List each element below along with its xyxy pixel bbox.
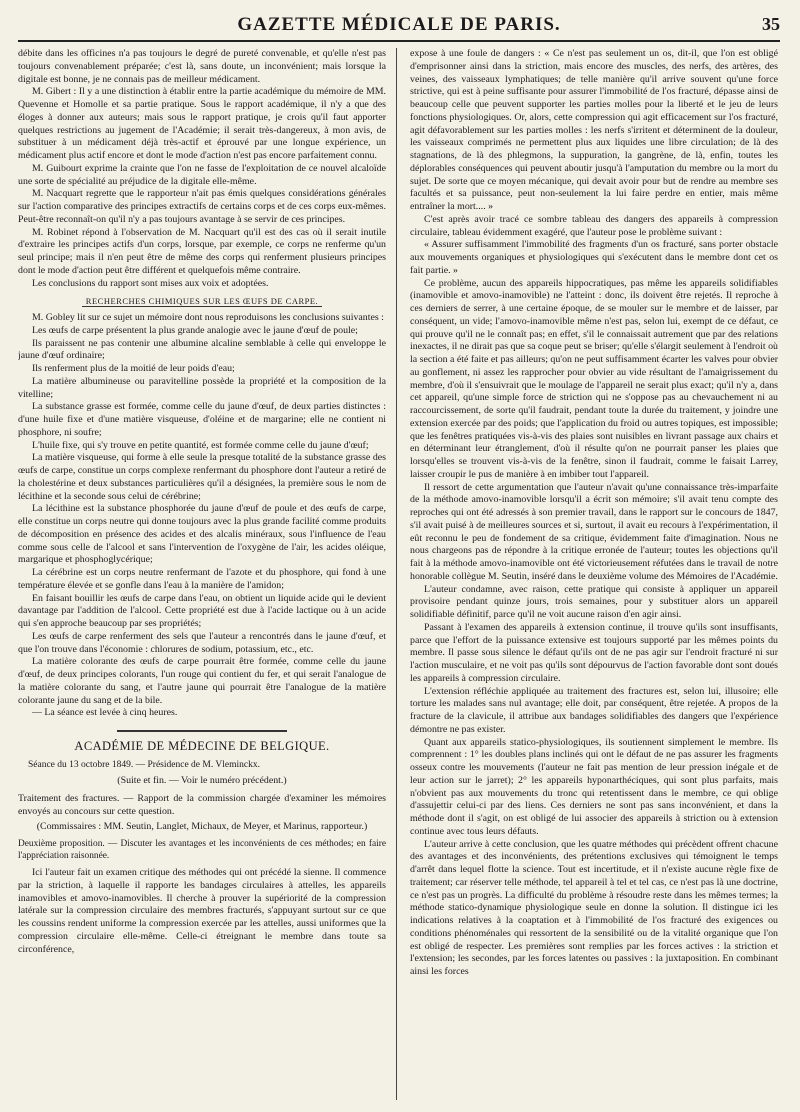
quotation: « Assurer suffisamment l'immobilité des fragments d'un os fracturé, sans porter obstacle aux mouvements organiques et physiologiques qui s'exécutent dans le membre dont cet os fait partie. »	[410, 239, 778, 276]
paragraph: L'extension réfléchie appliquée au traitement des fractures est, selon lui, illusoire; elle torture les malades sans nul avantage; elle doit, par conséquent, être rejetée. A propos de la fracture de la clavicule, il attribue aux bandages solidifiables des dangers que l'expérience démontre ne pas exister.	[410, 685, 778, 735]
paragraph: La substance grasse est formée, comme celle du jaune d'œuf, de deux parties distinctes : d'une huile fixe et d'une matière visqueuse, d'oléine et de margarine; elle ne contient ni phosphore, ni soufre;	[18, 401, 386, 438]
paragraph: Il ressort de cette argumentation que l'auteur n'avait qu'une connaissance très-imparfaite de la méthode amovo-inamovible lorsqu'il a écrit son mémoire; s'il avait tenu compte des reproches qui ont été adressés à son premier travail, dans le rapport sur le concours de 1847, s'il avait puisé à de meilleures sources et si, surtout, il avait eu recours à l'expérimentation, il eût reconnu le peu de fondement de sa critique, évidemment faite d'imagination. Nous ne nous chargeons pas de répondre à la critique erronée de l'auteur; toutes les objections qu'il fait à la méthode amovo-inamovible ont été victorieusement réfutées dans le travail de notre honorable collègue M. Seutin, inséré dans le deuxième volume des Mémoires de l'Académie.	[410, 481, 778, 582]
closing-note: — La séance est levée à cinq heures.	[32, 707, 178, 719]
continuation-note: (Suite et fin. — Voir le numéro précédent.)	[117, 774, 287, 786]
page-number: 35	[762, 14, 780, 34]
session-line: Séance du 13 octobre 1849. — Présidence de M. Vleminckx.	[28, 759, 260, 770]
paragraph: La matière colorante des œufs de carpe pourrait être formée, comme celle du jaune d'œuf, de deux principes colorants, l'un rouge qui contient du fer, et qui serait l'analogue de la matière colorante du sang, et l'autre jaune qui pourrait être l'analogue de la matière colorante jaune du sang et de la bile.	[18, 656, 386, 706]
paragraph: Ils paraissent ne pas contenir une albumine alcaline semblable à celle qui enveloppe le jaune d'œuf ordinaire;	[18, 337, 386, 362]
paragraph: La matière albumineuse ou paravitelline possède la propriété et la composition de la vitelline;	[18, 375, 386, 400]
paragraph: Ici l'auteur fait un examen critique des méthodes qui ont précédé la sienne. Il commence par la striction, à laquelle il rapporte les bandages circulaires à attelles, les appareils inamovibles et amovo-inamovibles. Il cherche à prouver la supériorité de la compression latérale sur la compression circulaire des membres fracturés, s'appuyant surtout sur ce que les coussins rendent uniforme la compression exercée par les attelles, aussi uniformes que la compression circulaire elle-même. Celle-ci étreignant le membre dans toute sa circonférence,	[18, 867, 386, 955]
right-column	[410, 48, 778, 1100]
academy-title: ACADÉMIE DE MÉDECINE DE BELGIQUE.	[74, 739, 330, 753]
left-column	[18, 48, 386, 1100]
paragraph: La matière visqueuse, qui forme à elle seule la presque totalité de la substance grasse des œufs de carpe, constitue un corps complexe renfermant du phosphore dont l'auteur a retiré de la cholestérine et deux substances particulières qu'il a désignées, la première sous le nom de lécithine et la seconde sous celui de cérébrine;	[18, 452, 386, 502]
proposition-heading: Deuxième proposition. — Discuter les avantages et les inconvénients de ces méthodes; en faire l'appréciation raisonnée.	[18, 838, 386, 862]
paragraph: Ce problème, aucun des appareils hippocratiques, pas même les appareils solidifiables (inamovible et amovo-inamovible) ne l'atteint : donc, ils doivent être rejetés. Il reproche à ces derniers de serrer, à une certaine époque, de se mouler sur le membre et de laisser, par conséquent, un vide; l'amovo-inamovible même n'est pas, selon lui, exempt de ce défaut, ce qui prouve qu'il ne le connaît pas; en effet, s'il le connaissait autrement que par des relations inexactes, il ne dirait pas que sa coque peut se briser; qu'elle s'élargit seulement à l'endroit où la section a été faite et pas ailleurs; qu'on ne peut suffisamment écarter les valves pour obvier au gonflement, ni assez les rapprocher pour obvier au vide résultant de l'amaigrissement du membre, d'où il s'ensuivrait que le moulage de l'appareil ne serait plus exact; qu'il n'y a, dans cet appareil, qu'une simple force de striction qui ne s'oppose pas au chevauchement ni au raccourcissement, de sorte qu'il faudrait, pendant toute la durée du traitement, y joindre une extension exercée par des poids; que l'application du froid ou autres topiques, est impossible; que les fenêtres pratiquées vis-à-vis des plaies sont nuisibles en livrant passage aux chairs et en déterminant leur étranglement, d'où il résulte qu'on ne pourrait panser les plaies que lorsqu'elles se trouvent vis-à-vis de la fenêtre, sinon il faudrait, comme le faisait Larrey, laisser croupir le pus de manière à en imbiber tout l'appareil.	[410, 277, 778, 480]
paragraph: C'est après avoir tracé ce sombre tableau des dangers des appareils à compression circulaire, tableau évidemment exagéré, que l'auteur pose le problème suivant :	[410, 213, 778, 238]
commissioners: (Commissaires : MM. Seutin, Langlet, Michaux, de Meyer, et Marinus, rapporteur.)	[36, 820, 368, 832]
paragraph: L'auteur arrive à cette conclusion, que les quatre méthodes qui précèdent offrent chacune des avantages et des inconvénients, des prétentions exclusives qui témoignent le temps d'arrêt dans lequel flotte la science. Tout est incertitude, et il n'existe aucune règle fixe de traitement; car réserver telle méthode, tel appareil à tel et tel cas, ce n'est pas là une doctrine, ce n'est pas un progrès. La difficulté du problème à résoudre reste dans les mêmes termes; la méthode statico-dynamique physiologique seule en donne la solution. Il distingue ici les indications relatives à la coaptation et à l'immobilité de l'os fracturé des exigences ou conditions phénoménales qui ressortent de la sensibilité ou de la vitalité organique que l'on est obligé de respecter. Les premières sont remplies par les forces actives : la striction et l'extension; les secondes, par les forces latentes ou passives : la juxtaposition. En combinant ainsi les forces	[410, 838, 778, 977]
paragraph: débite dans les officines n'a pas toujours le degré de pureté convenable, et qu'elle n'est pas toujours convenablement préparée; c'est là, sans doute, un inconvénient; mais lorsque la digitale est bonne, je ne connais pas de meilleur médicament.	[18, 48, 386, 85]
paragraph: M. Gobley lit sur ce sujet un mémoire dont nous reproduisons les conclusions suivantes :	[32, 312, 384, 323]
paragraph: La lécithine est la substance phosphorée du jaune d'œuf de poule et des œufs de carpe, elle constitue un corps neutre qui donne toujours avec la plus grande facilité comme produits de décomposition en présence des acides et des alcalis minéraux, sous l'influence de l'eau comme sous celle de l'alcool et sans l'intervention de l'oxygène de l'air, les acides oléique, margarique et phosphoglycérique;	[18, 503, 386, 566]
paragraph: Les conclusions du rapport sont mises aux voix et adoptées.	[32, 277, 269, 289]
paragraph: Quant aux appareils statico-physiologiques, ils soutiennent simplement le membre. Ils comprennent : 1° les doubles plans inclinés qui ont le défaut de ne pas assurer les fragments osseux contre les mouvements (l'auteur ne fait pas mention de leur pression inégale et de leur action sur le jarret); 2° les appareils hyponarthéciques, qui sont plus parfaits, mais n'obvient pas aux mouvements du tronc qui retentissent dans le membre, ce qui oblige d'assujettir celui-ci par des liens. Ces derniers ne sont pas sans inconvénient, et dans la méthode dont il s'agit, on est obligé de lui associer des appareils à striction ou à extension continue avec tous leurs défauts.	[410, 736, 778, 837]
paragraph: Les œufs de carpe renferment des sels que l'auteur a rencontrés dans le jaune d'œuf, et que l'on trouve dans l'économie : chlorures de sodium, potassium, etc., etc.	[18, 630, 386, 655]
paragraph: La cérébrine est un corps neutre renfermant de l'azote et du phosphore, qui fond à une température élevée et se gonfle dans l'eau à la manière de l'amidon;	[18, 567, 386, 591]
journal-title: GAZETTE MÉDICALE DE PARIS.	[237, 14, 561, 35]
report-heading: Traitement des fractures. — Rapport de la commission chargée d'examiner les mémoires envoyés au concours sur cette question.	[18, 793, 386, 817]
section-subheading-text: RECHERCHES CHIMIQUES SUR LES ŒUFS DE CARPE.	[82, 296, 322, 307]
paragraph: Les œufs de carpe présentent la plus grande analogie avec le jaune d'œuf de poule;	[32, 324, 358, 336]
paragraph: M. Gibert : Il y a une distinction à établir entre la partie académique du mémoire de MM. Quevenne et Homolle et sa partie pratique. Sous le rapport académique, il n'y a que des éloges à donner aux auteurs; mais sous le rapport pratique, je crois qu'il faut apporter quelques restrictions au jugement de l'Académie; il serait très-dangereux, à mon avis, de substituer à un médicament déjà très-actif et éprouvé par une longue expérience, un médicament plus actif encore et dont le mode d'action n'est pas encore parfaitement connu.	[18, 86, 386, 161]
page-header	[18, 10, 780, 42]
column-divider	[396, 48, 397, 1100]
paragraph: L'auteur condamne, avec raison, cette pratique qui consiste à appliquer un appareil provisoire pendant quinze jours, trois semaines, pour y substituer alors un appareil solidifiable définitif, parce qu'il ne voit aucune raison d'en agir ainsi.	[410, 583, 778, 620]
paragraph: En faisant bouillir les œufs de carpe dans l'eau, on obtient un liquide acide qui le devient davantage par l'addition de l'alcool. Cette propriété est due à l'acide lactique ou à un acide qui s'en approche beaucoup par ses propriétés;	[18, 592, 386, 629]
section-divider	[117, 730, 287, 732]
paragraph: Ils renferment plus de la moitié de leur poids d'eau;	[32, 363, 235, 374]
paragraph: M. Nacquart regrette que le rapporteur n'ait pas émis quelques considérations générales sur l'action comparative des principes extractifs de certains corps et de ces corps eux-mêmes. Peut-être reconnaît-on qu'il n'y a pas toujours avantage à se servir de ces principes.	[18, 188, 386, 225]
paragraph: L'huile fixe, qui s'y trouve en petite quantité, est formée comme celle du jaune d'œuf;	[32, 439, 369, 451]
paragraph: M. Robinet répond à l'observation de M. Nacquart qu'il est des cas où il serait inutile d'extraire les principes actifs d'un corps, lorsque, par exemple, ce corps ne renferme qu'un seul principe; mais il n'en peut être de même des corps qui renferment plusieurs principes dont le mode d'action peut être différent et quelquefois même contraire.	[18, 226, 386, 276]
paragraph: M. Guibourt exprime la crainte que l'on ne fasse de l'exploitation de ce nouvel alcaloïde une sorte de spécialité au préjudice de la digitale elle-même.	[18, 162, 386, 187]
section-subheading	[18, 295, 386, 308]
paragraph: expose à une foule de dangers : « Ce n'est pas seulement un os, dit-il, que l'on est obligé d'emprisonner ainsi dans la striction, mais encore des muscles, des nerfs, des artères, des veines, des vaisseaux lymphatiques; de telle manière qu'il arrive souvent qu'une force strictive, qui est à peine suffisante pour assurer l'immobilité de l'os fracturé, dépasse ainsi de beaucoup celle que peuvent supporter les parties molles pour la liberté et le jeu de leurs fonctions physiologiques. Or, alors, cette compression qui agit efficacement sur l'os fracturé, agit défavorablement sur les parties molles : les nerfs s'irritent et déterminent de la douleur, les vaisseaux comprimés ne permettent plus aux liquides une libre circulation; de là des stagnations, de là des phlegmons, la suppuration, la gangrène, de là, enfin, toutes les déplorables conséquences qui peuvent aboutir jusqu'à l'amputation du membre ou la mort du sujet. De sorte que ce moyen mécanique, qui devait avoir pour but de rendre au membre ses facultés et sa puissance, peut non-seulement la lui faire perdre en entier, mais même entraîner la mort.... »	[410, 48, 778, 212]
paragraph: Passant à l'examen des appareils à extension continue, il trouve qu'ils sont insuffisants, parce que l'effort de la puissance extensive est toujours supporté par les mêmes points du membre. Il passe sous silence le défaut qu'ils ont de ne pas agir sur l'endroit fracturé ni sur l'action musculaire, et ne voit pas qu'ils sont dépourvus de l'action favorable dont sont doués les appareils à compression circulaire.	[410, 621, 778, 684]
